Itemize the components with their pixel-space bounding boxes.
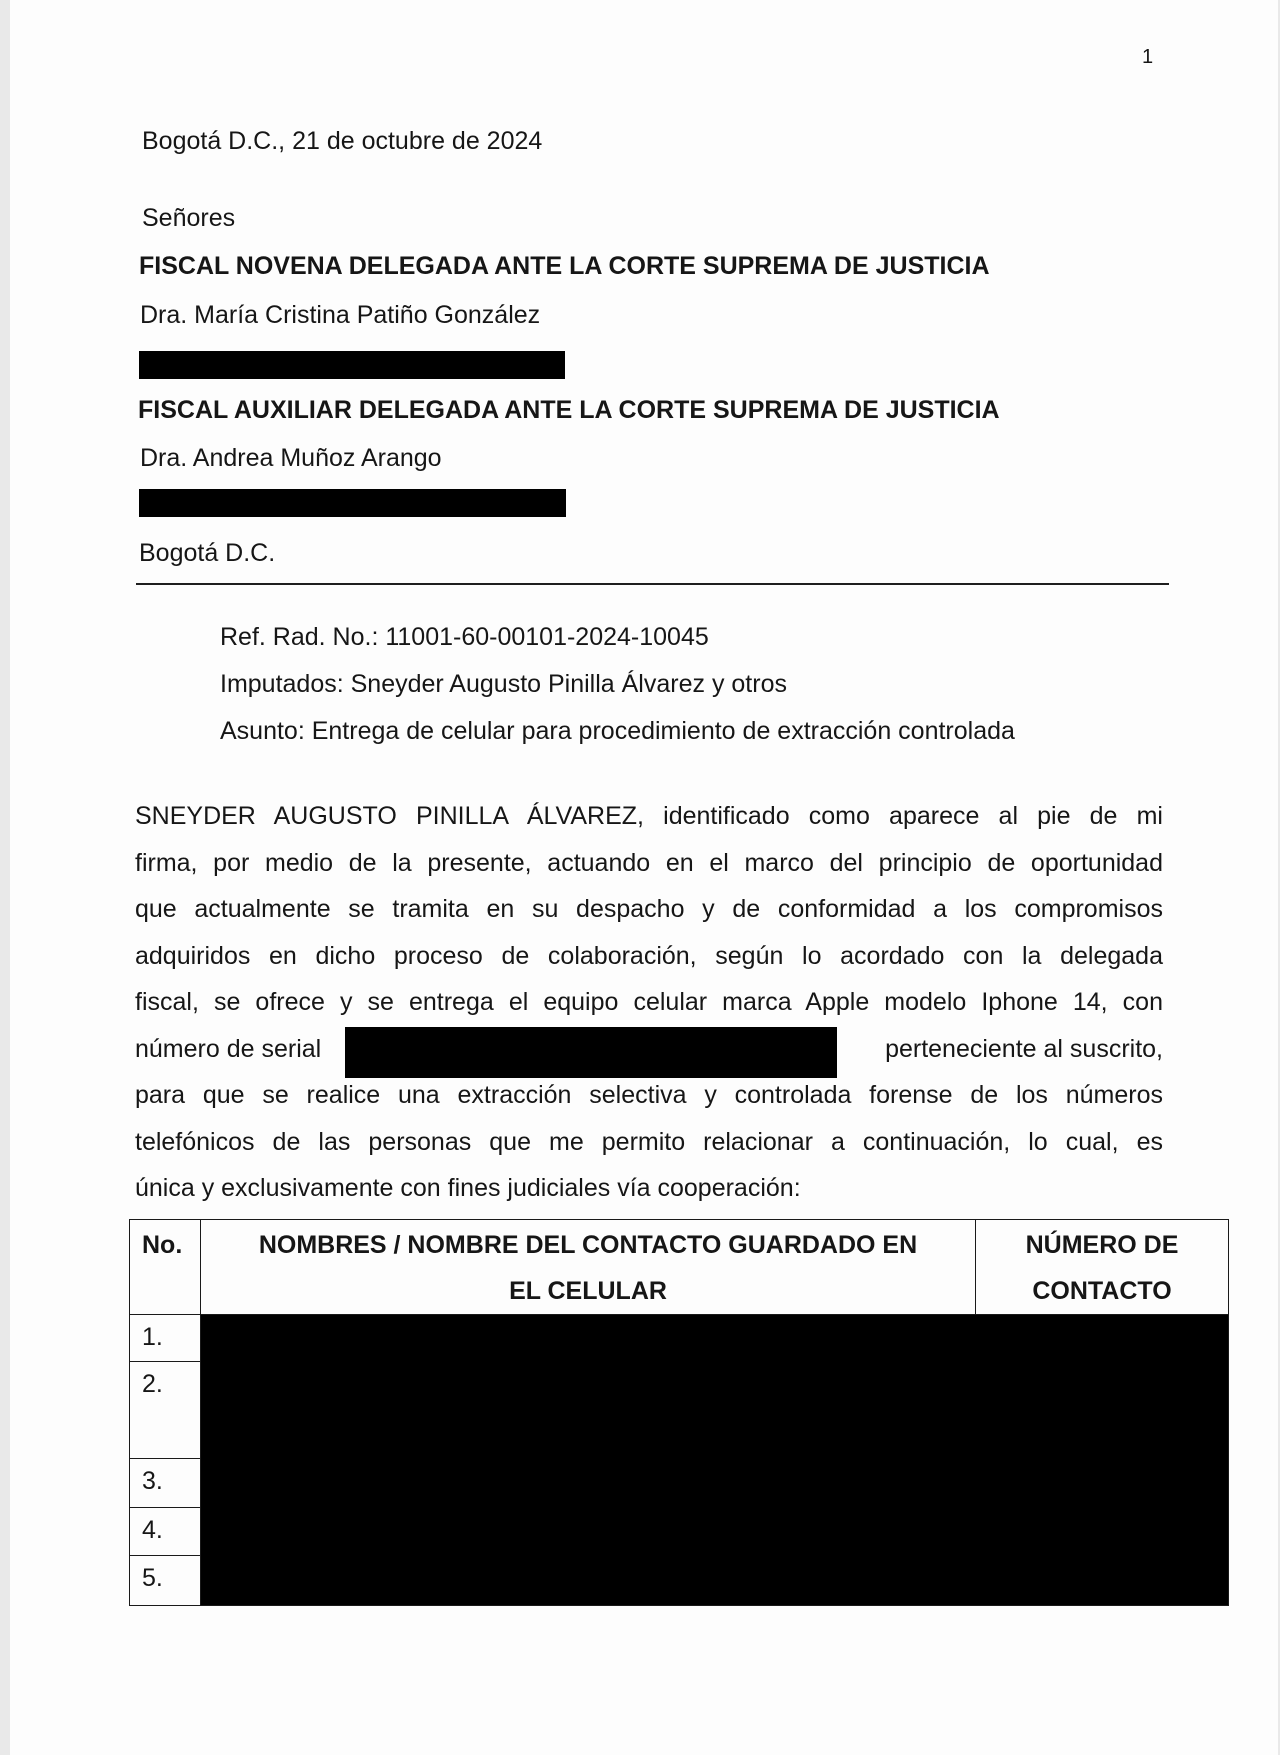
serial-owner: perteneciente al suscrito, — [885, 1034, 1163, 1063]
table-header-row — [130, 1220, 1229, 1315]
body-line: telefónicos de las personas que me permito relacionar a continuación, lo cual, es — [135, 1127, 1163, 1156]
recipient2-title: FISCAL AUXILIAR DELEGADA ANTE LA CORTE SUPREMA DE JUSTICIA — [138, 396, 1000, 424]
serial-redaction-block — [345, 1027, 837, 1078]
header-names: NOMBRES / NOMBRE DEL CONTACTO GUARDADO EN EL CELULAR — [201, 1220, 976, 1315]
row-number: 5. — [130, 1556, 201, 1606]
separator-line — [136, 583, 1169, 585]
header-number: NÚMERO DE CONTACTO — [976, 1220, 1229, 1315]
date-line: Bogotá D.C., 21 de octubre de 2024 — [142, 127, 543, 155]
reference-rad: Ref. Rad. No.: 11001-60-00101-2024-10045 — [220, 623, 709, 651]
contacts-table — [129, 1219, 1229, 1606]
redaction-block — [139, 489, 566, 517]
redacted-contacts — [201, 1315, 1229, 1606]
recipient1-title: FISCAL NOVENA DELEGADA ANTE LA CORTE SUPREMA DE JUSTICIA — [139, 252, 990, 280]
redaction-block — [139, 351, 565, 379]
serial-label: número de serial — [135, 1034, 322, 1063]
salutation: Señores — [142, 204, 236, 232]
body-line: para que se realice una extracción selectiva y controlada forense de los números — [135, 1081, 1163, 1109]
page-number: 1 — [1142, 46, 1154, 68]
city-line: Bogotá D.C. — [139, 539, 276, 567]
body-line: SNEYDER AUGUSTO PINILLA ÁLVAREZ, identificado como aparece al pie de mi — [135, 802, 1163, 830]
header-no: No. — [130, 1220, 201, 1315]
body-line: única y exclusivamente con fines judiciales vía cooperación: — [135, 1174, 801, 1202]
body-line: fiscal, se ofrece y se entrega el equipo celular marca Apple modelo Iphone 14, con — [135, 988, 1163, 1016]
reference-imputados: Imputados: Sneyder Augusto Pinilla Álvarez y otros — [220, 670, 787, 698]
body-line: adquiridos en dicho proceso de colaboración, según lo acordado con la delegada — [135, 941, 1163, 970]
reference-asunto: Asunto: Entrega de celular para procedimiento de extracción controlada — [220, 717, 1015, 745]
row-number: 1. — [130, 1315, 201, 1362]
body-line: que actualmente se tramita en su despacho y de conformidad a los compromisos — [135, 895, 1163, 923]
document-page — [10, 0, 1278, 1755]
row-number: 2. — [130, 1362, 201, 1459]
recipient2-name: Dra. Andrea Muñoz Arango — [140, 444, 442, 472]
row-number: 4. — [130, 1508, 201, 1556]
recipient1-name: Dra. María Cristina Patiño González — [140, 301, 541, 329]
table-row — [130, 1315, 1229, 1362]
body-paragraph — [135, 793, 1163, 1212]
body-line: firma, por medio de la presente, actuando en el marco del principio de oportunidad — [135, 848, 1163, 877]
row-number: 3. — [130, 1459, 201, 1508]
